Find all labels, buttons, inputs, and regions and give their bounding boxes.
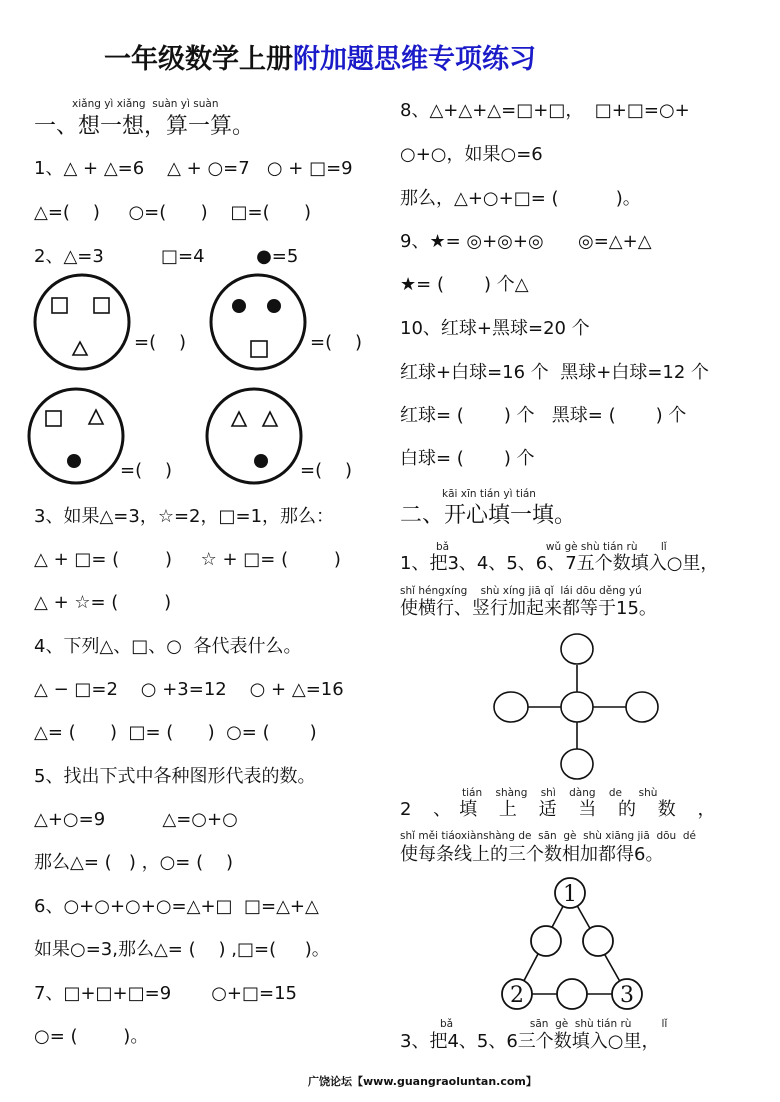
title-black-part: 一年级数学上册 xyxy=(104,44,293,75)
blank-circle[interactable] xyxy=(561,692,593,722)
q8-line3: 那么，△+○+□= ( )。 xyxy=(400,188,641,209)
blank-circle[interactable] xyxy=(494,692,528,722)
triangle-icon xyxy=(232,412,246,426)
triangle-icon xyxy=(73,342,87,355)
q7-line2: ○= ( )。 xyxy=(34,1026,149,1047)
q3-line3: △ + ☆= ( ) xyxy=(34,592,172,613)
q1-line2: △=( ) ○=( ) □=( ) xyxy=(34,202,311,223)
q9-line1: 9、★= ◎+◎+◎ ◎=△+△ xyxy=(400,231,652,252)
q4-line1: 4、下列△、□、○ 各代表什么。 xyxy=(34,636,302,657)
p2-pinyin2: shǐ měi tiáoxiànshàng de sān gè shù xiāng jiā dōu dé xyxy=(400,830,696,842)
face-2 xyxy=(211,275,305,369)
q2-blank-3: =( ) xyxy=(120,460,173,481)
q7-line1: 7、□+□+□=9 ○+□=15 xyxy=(34,983,298,1004)
circle-number-3: 3 xyxy=(620,983,634,1008)
blank-circle[interactable] xyxy=(561,749,593,779)
section1-heading: 一、想一想，算一算。 xyxy=(34,114,255,139)
square-icon xyxy=(46,411,61,426)
q5-line3: 那么△= ( ) ，○= ( ) xyxy=(34,852,234,873)
q8-line2: ○+○，如果○=6 xyxy=(400,144,543,165)
q10-line3: 红球= ( ) 个 黑球= ( ) 个 xyxy=(400,405,687,426)
triangle-icon xyxy=(263,412,277,426)
p2-line1: 2 、填 上 适 当 的 数 ， xyxy=(400,799,724,820)
blank-circle[interactable] xyxy=(583,926,613,956)
blank-circle[interactable] xyxy=(626,692,658,722)
p3-pinyin1: bǎ sān gè shù tián rù lǐ xyxy=(440,1018,668,1030)
q5-line2: △+○=9 △=○+○ xyxy=(34,809,238,830)
q4-line3: △= ( ) □= ( ) ○= ( ) xyxy=(34,722,317,743)
face-4 xyxy=(207,389,301,483)
black-dot-icon xyxy=(254,454,268,468)
q8-line1: 8、△+△+△=□+□， □+□=○+ xyxy=(400,100,690,121)
q4-line2: △ − □=2 ○ +3=12 ○ + △=16 xyxy=(34,679,344,700)
section1-pinyin: xiǎng yì xiǎng suàn yì suàn xyxy=(72,98,219,110)
blank-circle[interactable] xyxy=(561,634,593,664)
q1-line1: 1、△ + △=6 △ + ○=7 ○ + □=9 xyxy=(34,158,353,179)
p3-line1: 3、把4、5、6三个数填入○里， xyxy=(400,1031,660,1052)
square-icon xyxy=(251,341,267,357)
q2-blank-4: =( ) xyxy=(300,460,353,481)
q9-line2: ★= ( ) 个△ xyxy=(400,274,529,295)
q2-line1: 2、△=3 □=4 ●=5 xyxy=(34,246,299,267)
q10-line2: 红球+白球=16 个 黑球+白球=12 个 xyxy=(400,362,710,383)
q6-line2: 如果○=3,那么△= ( ) ,□=( )。 xyxy=(34,939,330,960)
black-dot-icon xyxy=(67,454,81,468)
black-dot-icon xyxy=(267,299,281,313)
square-icon xyxy=(94,298,109,313)
q2-blank-1: =( ) xyxy=(134,332,187,353)
q10-line4: 白球= ( ) 个 xyxy=(400,448,535,469)
p1-pinyin1: bǎ wǔ gè shù tián rù lǐ xyxy=(436,541,667,553)
q3-line2: △ + □= ( ) ☆ + □= ( ) xyxy=(34,549,341,570)
p1-line1: 1、把3、4、5、6、7五个数填入○里， xyxy=(400,553,719,574)
square-icon xyxy=(52,298,67,313)
q3-line1: 3、如果△=3，☆=2，□=1，那么： xyxy=(34,506,335,527)
section2-heading: 二、开心填一填。 xyxy=(400,503,577,528)
title-blue-part: 附加题思维专项练习 xyxy=(293,44,536,75)
circle-number-2: 2 xyxy=(510,983,524,1008)
triangle-icon xyxy=(89,410,103,424)
blank-circle[interactable] xyxy=(557,979,587,1009)
circle-number-1: 1 xyxy=(563,882,577,907)
q5-line1: 5、找出下式中各种图形代表的数。 xyxy=(34,766,316,787)
section2-pinyin: kāi xīn tián yì tián xyxy=(442,488,536,500)
q2-blank-2: =( ) xyxy=(310,332,363,353)
q6-line1: 6、○+○+○+○=△+□ □=△+△ xyxy=(34,896,319,917)
p1-pinyin2: shǐ héngxíng shù xíng jiā qǐ lái dōu děng yú xyxy=(400,585,642,597)
face-3 xyxy=(29,389,123,483)
p2-line2: 使每条线上的三个数相加都得6。 xyxy=(400,844,664,865)
black-dot-icon xyxy=(232,299,246,313)
footer-watermark: 广饶论坛【www.guangraoluntan.com】 xyxy=(308,1075,537,1088)
p1-line2: 使横行、竖行加起来都等于15。 xyxy=(400,598,657,619)
p2-pinyin1: tián shàng shì dàng de shù xyxy=(462,787,658,799)
blank-circle[interactable] xyxy=(531,926,561,956)
q10-line1: 10、红球+黑球=20 个 xyxy=(400,318,590,339)
